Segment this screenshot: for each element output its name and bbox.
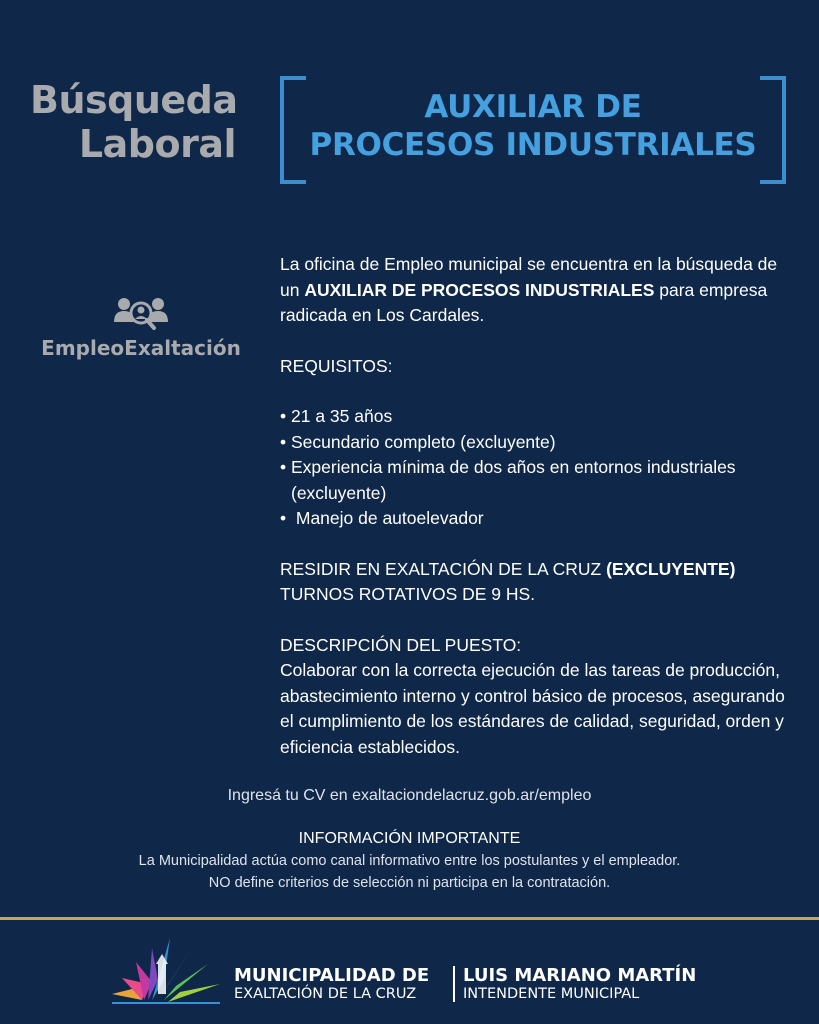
job-title [280,88,786,164]
residence-requirement: RESIDIR EN EXALTACIÓN DE LA CRUZ (EXCLUYENTE) [280,558,736,579]
job-title-line-2: PROCESOS INDUSTRIALES [309,127,757,163]
logo-wordmark [30,336,252,360]
job-title-line-1: AUXILIAR DE [424,89,642,125]
intro-paragraph [280,252,795,329]
logo-part-2: Exaltación [124,336,241,360]
intro-after: para empresa radicada en Los Cardales. [280,279,768,325]
requirement-item: • 21 a 35 años [280,406,393,426]
requirement-item: • Secundario completo (excluyente) [280,431,556,452]
intro-before: La oficina de Empleo municipal se encuentra en la búsqueda de un [280,254,778,300]
mayor-name: LUIS MARIANO MARTÍN INTENDENTE MUNICIPAL [463,965,697,1002]
requirement-item: • Experiencia mínima de dos años en entornos industriales (excluyente) [280,457,736,503]
municipality-name: MUNICIPALIDAD DE EXALTACIÓN DE LA CRUZ [234,965,430,1002]
logo-part-1: Empleo [41,336,125,360]
description-text: Colaborar con la correcta ejecución de las tareas de producción, abastecimiento interno y control básico de procesos, asegurando el cumplimiento de los estándares de calidad, seguridad, orden y eficiencia establecidos. [280,660,785,757]
busqueda-laboral-heading [30,78,236,166]
description-title: DESCRIPCIÓN DEL PUESTO: [280,634,522,655]
important-info-title: INFORMACIÓN IMPORTANTE [298,830,521,847]
heading-line-2: Laboral [78,122,236,166]
intro-bold: AUXILIAR DE PROCESOS INDUSTRIALES [304,279,655,300]
requirement-item: • Manejo de autoelevador [280,508,484,528]
shifts-text: TURNOS ROTATIVOS DE 9 HS. [280,584,536,604]
important-info-line-1: La Municipalidad actúa como canal informativo entre los postulantes y el empleador. [138,853,681,869]
heading-line-1: Búsqueda [30,78,238,122]
gold-divider [0,917,819,920]
municipality-crest-icon [108,934,226,1006]
cv-instruction: Ingresá tu CV en exaltaciondelacruz.gob.ar/empleo [227,787,592,804]
footer-separator [453,966,455,1002]
job-title-box [280,76,786,180]
job-description-body [280,252,795,760]
requirements-title: REQUISITOS: [280,355,393,376]
municipality-footer [108,934,728,1014]
empleo-exaltacion-logo [30,296,252,366]
people-search-icon [114,296,168,338]
important-info-line-2: NO define criterios de selección ni participa en la contratación. [208,875,611,891]
